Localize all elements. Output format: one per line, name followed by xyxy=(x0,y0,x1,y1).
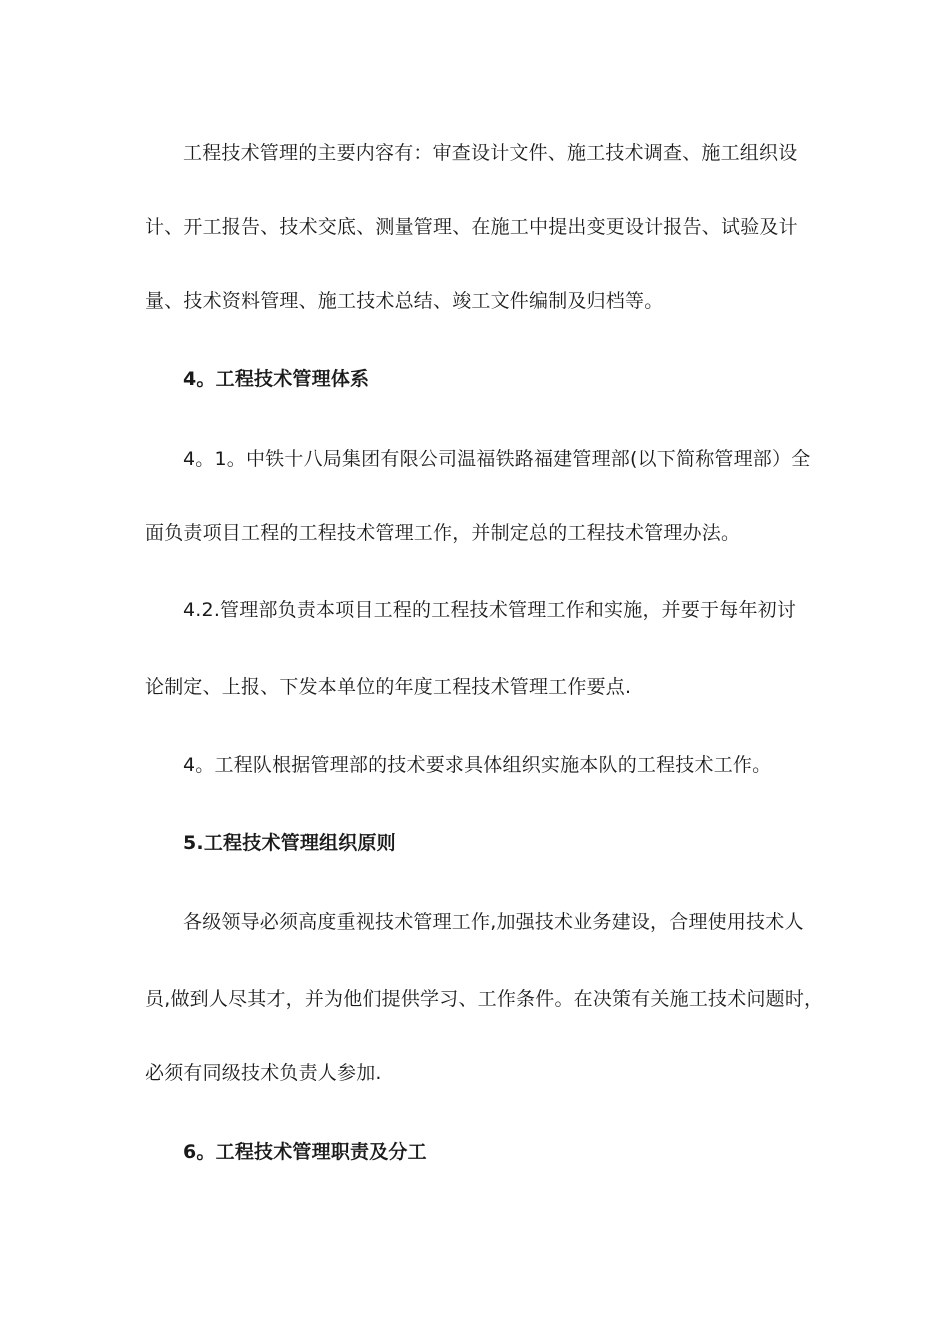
paragraph-line: 计、开工报告、技术交底、测量管理、在施工中提出变更设计报告、试验及计 xyxy=(145,216,798,238)
paragraph-line: 工程技术管理的主要内容有：审查设计文件、施工技术调查、施工组织设 xyxy=(183,142,798,164)
paragraph-line: 4。工程队根据管理部的技术要求具体组织实施本队的工程技术工作。 xyxy=(183,754,772,776)
paragraph-line: 面负责项目工程的工程技术管理工作，并制定总的工程技术管理办法。 xyxy=(145,522,741,544)
paragraph-line: 量、技术资料管理、施工技术总结、竣工文件编制及归档等。 xyxy=(145,290,664,312)
paragraph-line: 各级领导必须高度重视技术管理工作,加强技术业务建设，合理使用技术人 xyxy=(183,911,804,933)
paragraph-line: 论制定、上报、下发本单位的年度工程技术管理工作要点. xyxy=(145,676,632,698)
section-heading: 6。工程技术管理职责及分工 xyxy=(183,1141,427,1163)
section-heading: 5.工程技术管理组织原则 xyxy=(183,832,396,854)
paragraph-line: 员,做到人尽其才，并为他们提供学习、工作条件。在决策有关施工技术问题时， xyxy=(145,988,824,1010)
paragraph-line: 4.2.管理部负责本项目工程的工程技术管理工作和实施，并要于每年初讨 xyxy=(183,599,797,621)
section-heading: 4。工程技术管理体系 xyxy=(183,368,370,390)
paragraph-line: 4。1。中铁十八局集团有限公司温福铁路福建管理部(以下简称管理部）全 xyxy=(183,448,811,470)
paragraph-line: 必须有同级技术负责人参加. xyxy=(145,1062,382,1084)
